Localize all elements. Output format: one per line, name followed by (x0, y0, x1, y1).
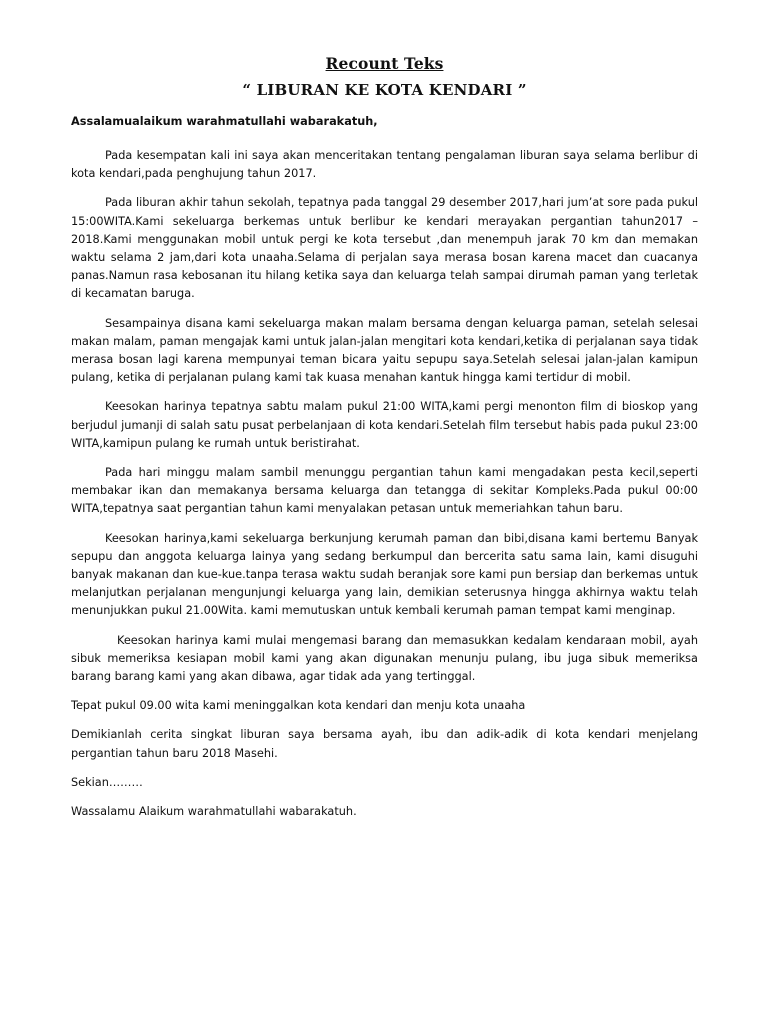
paragraph-departure: Pada liburan akhir tahun sekolah, tepatnya pada tanggal 29 desember 2017,hari jum’at sore pada pukul 15:00WITA.Kami sekeluarga berkemas untuk berlibur ke kendari merayakan pergantian tahun2017 – 2018.Kami menggunakan mobil untuk pergi ke kota tersebut ,dan menempuh jarak 70 km dan memakan waktu selama 2 jam,dari kota unaaha.Selama di perjalan saya merasa bosan karena macet dan cuacanya panas.Namun rasa kebosanan itu hilang ketika saya dan keluarga telah sampai dirumah paman yang terletak di kecamatan baruga. (71, 196, 698, 301)
document-subtitle: “ LIBURAN KE KOTA KENDARI ” (242, 81, 527, 99)
paragraph-cinema: Keesokan harinya tepatnya sabtu malam pukul 21:00 WITA,kami pergi menonton film di bioskop yang berjudul jumanji di salah satu pusat perbelanjaan di kota kendari.Setelah film tersebut habis pada pukul 23:00 WITA,kamipun pulang ke rumah untuk beristirahat. (71, 400, 698, 450)
paragraph-closing: Sekian……… (71, 775, 143, 789)
paragraph-conclusion: Demikianlah cerita singkat liburan saya bersama ayah, ibu dan adik-adik di kota kendari menjelang pergantian tahun baru 2018 Masehi. (71, 728, 698, 760)
document-page (71, 54, 698, 832)
paragraph-arrival: Sesampainya disana kami sekeluarga makan malam bersama dengan keluarga paman, setelah selesai makan malam, paman mengajak kami untuk jalan-jalan mengitari kota kendari,ketika di perjalanan saya tidak merasa bosan lagi karena mempunyai teman bicara yaitu sepupu saya.Setelah selesai jalan-jalan kamipun pulang, ketika di perjalanan pulang kami tak kuasa menahan kantuk hingga kami tertidur di mobil. (71, 316, 698, 385)
paragraph-packing: Keesokan harinya kami mulai mengemasi barang dan memasukkan kedalam kendaraan mobil, ayah sibuk memeriksa kesiapan mobil kami yang akan digunakan menunju pulang, ibu juga sibuk memeriksa barang barang kami yang akan dibawa, agar tidak ada yang tertinggal. (71, 633, 698, 684)
greeting: Assalamualaikum warahmatullahi wabarakatuh, (71, 115, 378, 128)
paragraph-leaving: Tepat pukul 09.00 wita kami meninggalkan kota kendari dan menju kota unaaha (71, 699, 526, 713)
paragraph-farewell: Wassalamu Alaikum warahmatullahi wabarakatuh. (71, 805, 357, 819)
paragraph-new-year: Pada hari minggu malam sambil menunggu pergantian tahun kami mengadakan pesta kecil,seperti membakar ikan dan memakanya bersama keluarga dan tetangga di sekitar Kompleks.Pada pukul 00:00 WITA,tepatnya saat pergantian tahun kami menyalakan petasan untuk memeriahkan tahun baru. (71, 466, 698, 516)
paragraph-visiting: Keesokan harinya,kami sekeluarga berkunjung kerumah paman dan bibi,disana kami bertemu Banyak sepupu dan anggota keluarga lainya yang sedang berkumpul dan bercerita satu sama lain, kami disuguhi banyak makanan dan kue-kue.tanpa terasa waktu sudah beranjak sore kami pun bersiap dan berkemas untuk melanjutkan perjalanan mengunjungi keluarga yang lain, demikian seterusnya hingga akhirnya waktu telah menunjukkan pukul 21.00Wita. kami memutuskan untuk kembali kerumah paman tempat kami menginap. (71, 531, 698, 618)
paragraph-intro: Pada kesempatan kali ini saya akan menceritakan tentang pengalaman liburan saya selama berlibur di kota kendari,pada penghujung tahun 2017. (71, 149, 698, 181)
document-title: Recount Teks (325, 54, 444, 73)
